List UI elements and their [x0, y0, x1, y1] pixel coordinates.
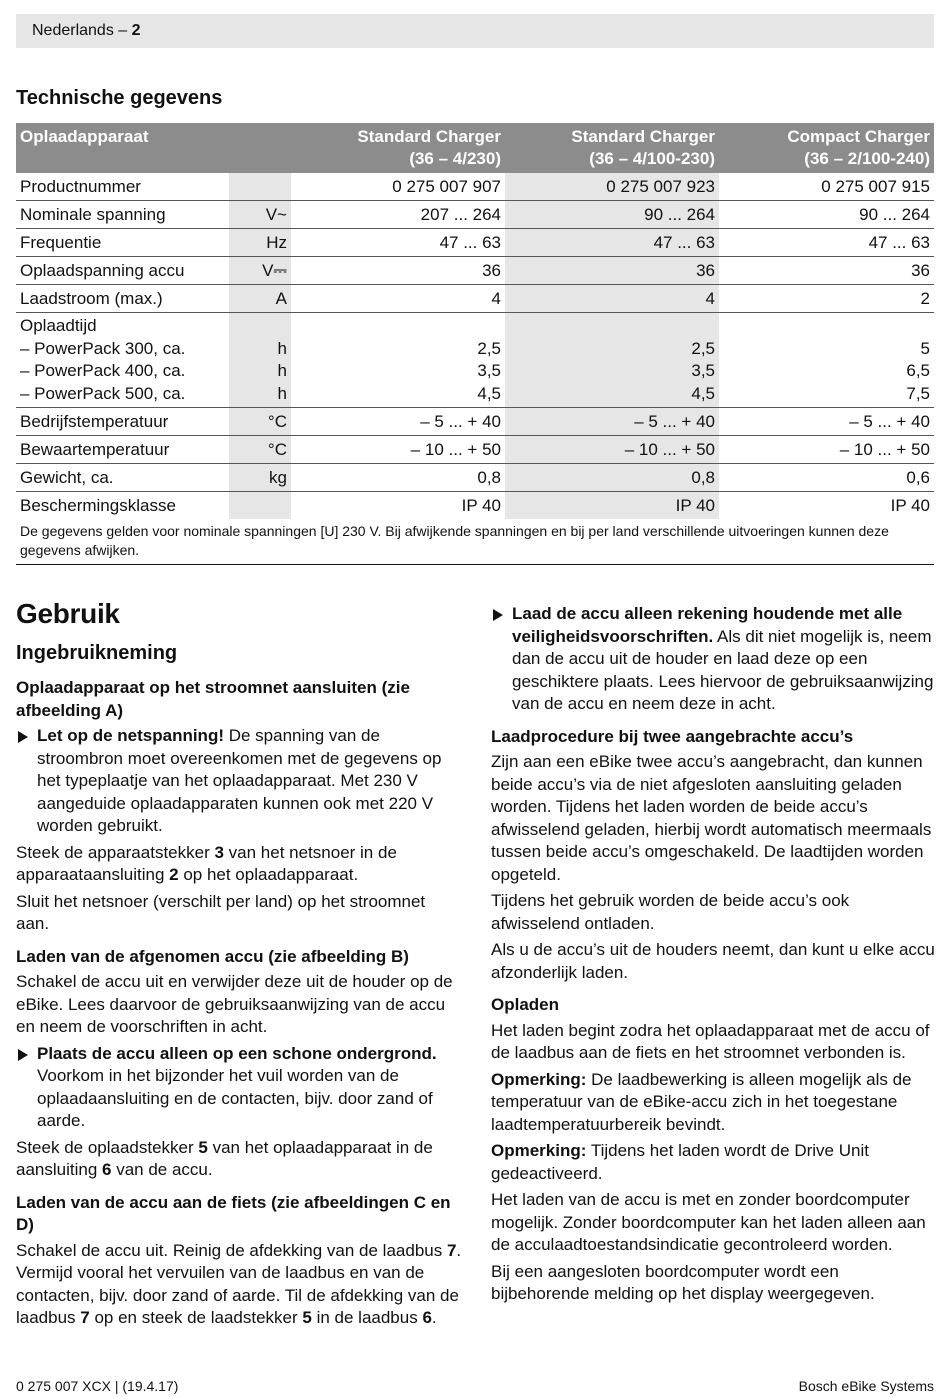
warning-bullet-clean-surface: Plaats de accu alleen op een schone ondergrond. Voorkom in het bijzonder het vuil worden van de oplaadaansluiting en de contacten, bijv. door zand of aarde. [16, 1043, 462, 1133]
paragraph: Het laden van de accu is met en zonder boordcomputer mogelijk. Zonder boordcomputer kan het laden alleen aan de acculaadtoestandsindicatie gecontroleerd worden. [491, 1190, 926, 1254]
specs-col-model-1: Standard Charger (36 – 4/230) [291, 123, 505, 173]
specs-note: De gegevens gelden voor nominale spanningen [U] 230 V. Bij afwijkende spanningen en bij per land verschillende uitvoeringen kunnen deze gegevens afwijken. [16, 519, 934, 565]
paragraph: Sluit het netsnoer (verschilt per land) op het stroomnet aan. [16, 891, 426, 933]
table-row: Productnummer 0 275 007 907 0 275 007 923 0 275 007 915 [16, 173, 934, 201]
footer-document-number: 0 275 007 XCX | (19.4.17) [16, 1378, 179, 1394]
paragraph: Schakel de accu uit en verwijder deze uit de houder op de eBike. Lees daarvoor de gebruiksaanwijzing van de accu en neem de voorschriften in acht. [16, 972, 453, 1036]
right-column [491, 603, 936, 1310]
paragraph: Zijn aan een eBike twee accu’s aangebracht, dan kunnen beide accu’s via de niet afgesloten aansluiting geladen worden. Tijdens het laden worden de beide accu’s afwisselend geladen, hierbij wordt automatisch meermaals tussen beide accu’s omgeschakeld. De laadtijden worden opgeteld. [491, 752, 932, 884]
heading-opladen: Opladen [491, 995, 560, 1014]
table-row-charge-time: Oplaadtijd – PowerPack 300, ca. – PowerPack 400, ca. – PowerPack 500, ca. h h h 2,5 3,5 4,5 2,5 3,5 4,5 5 6,5 7,5 [16, 313, 934, 408]
table-row: Nominale spanning V~ 207 ... 264 90 ... 264 90 ... 264 [16, 201, 934, 229]
paragraph: Als u de accu’s uit de houders neemt, dan kunt u elke accu afzonderlijk laden. [491, 940, 935, 982]
paragraph: Steek de apparaatstekker 3 van het netsnoer in de apparaataansluiting 2 op het oplaadapparaat. [16, 842, 397, 884]
specs-table [16, 123, 934, 565]
table-row: Laadstroom (max.) A 4 4 2 [16, 285, 934, 313]
specs-col-unit [229, 123, 291, 173]
paragraph: Het laden begint zodra het oplaadapparaat met de accu of de laadbus aan de fiets en het stroomnet verbonden is. [491, 1020, 930, 1062]
specs-col-model-3: Compact Charger (36 – 2/100-240) [719, 123, 934, 173]
paragraph: Schakel de accu uit. Reinig de afdekking van de laadbus 7. Vermijd vooral het vervuilen van de laadbus en van de contacten, bijv. door zand of aarde. Til de afdekking van de laadbus 7 op en steek de laadstekker 5 in de laadbus 6. [16, 1240, 462, 1327]
table-row: Bedrijfstemperatuur °C – 5 ... + 40 – 5 ... + 40 – 5 ... + 40 [16, 408, 934, 436]
left-column [16, 598, 462, 1334]
header-page-number: 2 [131, 22, 141, 39]
heading-mains-connection: Oplaadapparaat op het stroomnet aansluiten (zie afbeelding A) [16, 678, 410, 720]
subsection-title-ingebruikneming: Ingebruikneming [16, 642, 178, 664]
table-note-row [16, 519, 934, 565]
arrow-bullet-icon [18, 731, 28, 743]
warning-bullet-safety: Laad de accu alleen rekening houdende met alle veiligheidsvoorschriften. Als dit niet mogelijk is, neem dan de accu uit de houder en laad deze op een geschiktere plaats. Lees hiervoor de gebruiksaanwijzing van de accu en neem deze in acht. [491, 603, 936, 716]
paragraph: Bij een aangesloten boordcomputer wordt een bijbehorende melding op het display weergegeven. [491, 1261, 875, 1303]
header-text [32, 22, 141, 40]
footer-brand: Bosch eBike Systems [798, 1378, 934, 1394]
paragraph: Tijdens het gebruik worden de beide accu’s ook afwisselend ontladen. [491, 891, 850, 933]
header-separator: – [113, 22, 132, 39]
page-header [16, 14, 934, 48]
table-row: Oplaadspanning accu V⎓ 36 36 36 [16, 257, 934, 285]
specs-col-label: Oplaadapparaat [16, 123, 229, 173]
specs-header-row [16, 123, 934, 173]
arrow-bullet-icon [493, 609, 503, 621]
table-row: Beschermingsklasse IP 40 IP 40 IP 40 [16, 492, 934, 520]
warning-bullet-mains-voltage: Let op de netspanning! De spanning van de stroombron moet overeenkomen met de gegevens op het typeplaatje van het oplaadapparaat. Met 230 V aangeduide oplaadapparaten kunnen ook met 220 V worden gebruikt. [16, 725, 462, 838]
note-paragraph: Opmerking: Tijdens het laden wordt de Drive Unit gedeactiveerd. [491, 1141, 869, 1183]
paragraph: Steek de oplaadstekker 5 van het oplaadapparaat in de aansluiting 6 van de accu. [16, 1137, 433, 1179]
heading-battery-on-bike: Laden van de accu aan de fiets (zie afbeeldingen C en D) [16, 1192, 451, 1234]
table-row: Bewaartemperatuur °C – 10 ... + 50 – 10 ... + 50 – 10 ... + 50 [16, 436, 934, 464]
specs-title: Technische gegevens [16, 87, 223, 109]
note-paragraph: Opmerking: De laadbewerking is alleen mogelijk als de temperatuur van de eBike-accu zich in het toegestane laadtemperatuurbereik bevindt. [491, 1069, 912, 1134]
table-row: Frequentie Hz 47 ... 63 47 ... 63 47 ... 63 [16, 229, 934, 257]
heading-removed-battery: Laden van de afgenomen accu (zie afbeelding B) [16, 946, 409, 966]
header-language: Nederlands [32, 22, 114, 39]
specs-col-model-2: Standard Charger (36 – 4/100-230) [505, 123, 719, 173]
table-row: Gewicht, ca. kg 0,8 0,8 0,6 [16, 464, 934, 492]
arrow-bullet-icon [18, 1049, 28, 1061]
section-title-gebruik: Gebruik [16, 598, 120, 629]
heading-two-batteries: Laadprocedure bij twee aangebrachte accu’s [491, 726, 854, 746]
